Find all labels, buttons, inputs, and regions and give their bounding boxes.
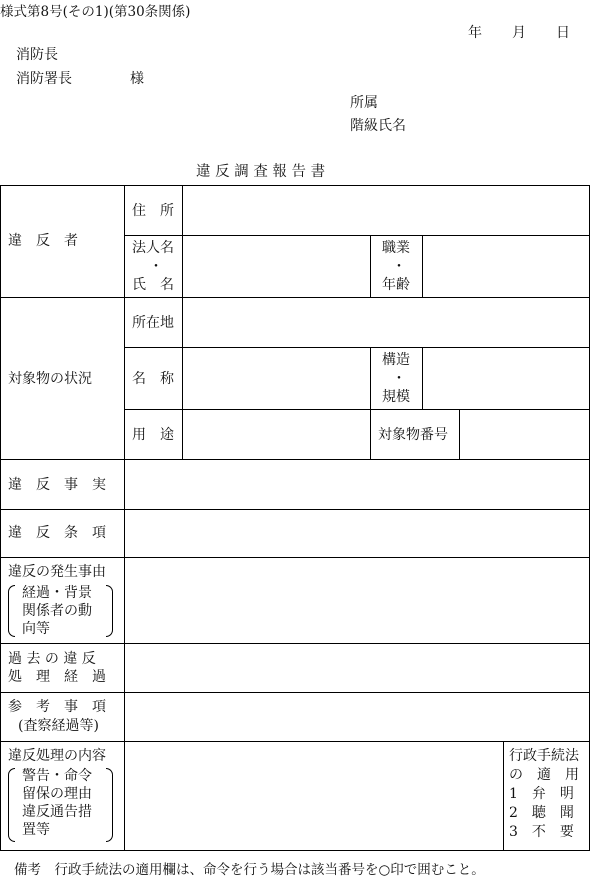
object-status-label: 対象物の状況	[8, 371, 92, 387]
cause-bracket-right	[106, 585, 113, 637]
addressee-station-chief: 消防署長	[16, 71, 72, 87]
date-month-label: 月	[512, 25, 526, 41]
cause-line-1: 経過・背景	[22, 585, 92, 601]
object-name-label: 名 称	[132, 371, 174, 387]
affiliation-label: 所属	[350, 95, 378, 111]
past-handling-line-2: 処 理 経 過	[8, 669, 106, 685]
form-id: 様式第8号(その1)(第30条関係)	[0, 4, 191, 20]
violation-clause-label: 違 反 条 項	[8, 525, 106, 541]
reference-line-2: (査察経過等)	[18, 718, 99, 734]
admin-option-3[interactable]: 3 不 要	[509, 824, 574, 840]
handling-bracket-right	[106, 768, 113, 842]
admin-procedure-line-2: の 適 用	[509, 767, 579, 783]
date-day-label: 日	[556, 25, 570, 41]
structure-label-3: 規模	[382, 389, 410, 405]
admin-procedure-line-1: 行政手続法	[509, 748, 579, 764]
addressee-chief: 消防長	[16, 47, 58, 63]
job-age-label-1: 職業	[382, 240, 410, 256]
corp-name-label-2: ・	[149, 259, 163, 275]
address-label: 住 所	[132, 203, 174, 219]
footer-note: 備考 行政手続法の適用欄は、命令を行う場合は該当番号を○印で囲むこと。	[14, 862, 485, 878]
honorific: 様	[130, 71, 144, 87]
cause-line-3: 向等	[22, 621, 50, 637]
date-year-label: 年	[468, 25, 482, 41]
handling-line-4: 置等	[22, 822, 50, 838]
reference-line-1: 参 考 事 項	[8, 699, 106, 715]
job-age-label-3: 年齢	[382, 277, 410, 293]
handling-line-2: 留保の理由	[22, 786, 92, 802]
cause-line-2: 関係者の動	[22, 603, 92, 619]
past-handling-line-1: 過 去 の 違 反	[8, 651, 96, 667]
usage-label: 用 途	[132, 427, 174, 443]
cause-bracket-left	[8, 585, 15, 637]
structure-label-1: 構造	[382, 352, 410, 368]
corp-name-label-3: 氏 名	[132, 277, 174, 293]
cause-title: 違反の発生事由	[8, 564, 106, 580]
location-label: 所在地	[132, 315, 174, 331]
document-title: 違 反 調 査 報 告 書	[196, 164, 326, 180]
structure-label-2: ・	[392, 371, 406, 387]
corp-name-label-1: 法人名	[132, 240, 174, 256]
object-number-label: 対象物番号	[378, 427, 448, 443]
handling-line-3: 違反通告措	[22, 804, 92, 820]
rank-name-label: 階級氏名	[350, 118, 406, 134]
job-age-label-2: ・	[392, 259, 406, 275]
admin-option-1[interactable]: 1 弁 明	[509, 786, 574, 802]
admin-option-2[interactable]: 2 聴 聞	[509, 805, 574, 821]
handling-bracket-left	[8, 768, 15, 842]
violation-facts-label: 違 反 事 実	[8, 477, 106, 493]
violator-label-text: 違 反 者	[8, 233, 78, 249]
violator-label	[8, 234, 116, 248]
handling-title: 違反処理の内容	[8, 748, 106, 764]
handling-line-1: 警告・命令	[22, 768, 92, 784]
